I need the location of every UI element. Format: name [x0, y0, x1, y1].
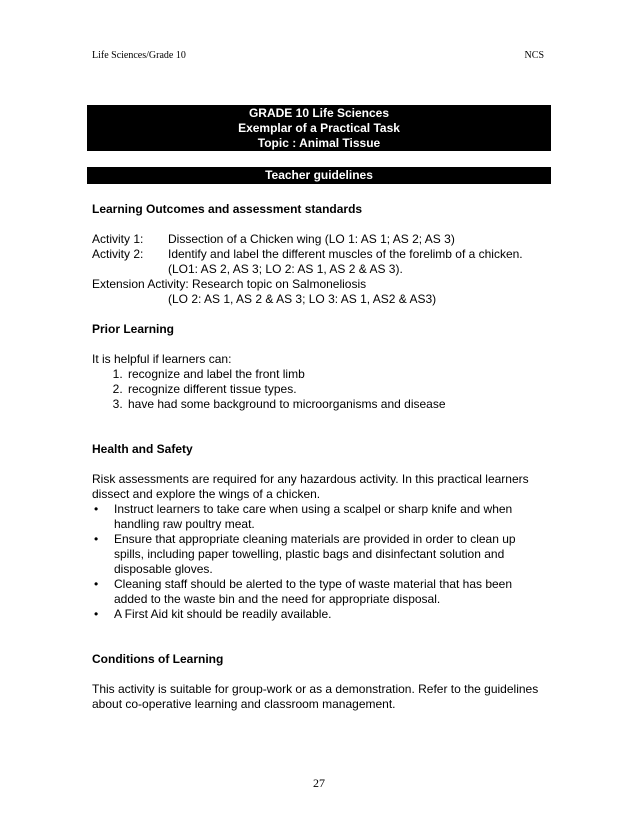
list-item: 1. recognize and label the front limb [126, 367, 544, 382]
title-line-exemplar: Exemplar of a Practical Task [238, 120, 400, 135]
header-subject: Life Sciences/Grade 10 [92, 50, 186, 61]
activity-2-assessment: (LO1: AS 2, AS 3; LO 2: AS 1, AS 2 & AS 3). [168, 262, 403, 276]
health-safety-list [92, 502, 544, 622]
list-item: 2. recognize different tissue types. [126, 382, 544, 397]
activity-2-label: Activity 2: [92, 247, 144, 261]
header-curriculum: NCS [524, 50, 544, 61]
teacher-guidelines-banner: Teacher guidelines [87, 167, 551, 184]
extension-activity: Extension Activity: Research topic on Salmoneliosis [92, 277, 367, 291]
document-body [92, 202, 544, 712]
conditions-heading: Conditions of Learning [92, 652, 224, 666]
list-item: • A First Aid kit should be readily available. [94, 607, 332, 621]
page-number: 27 [313, 776, 325, 790]
bullet-icon: • [94, 577, 99, 591]
page-header [92, 50, 544, 61]
health-safety-intro: Risk assessments are required for any hazardous activity. In this practical learners dissect and explore the wings of a chicken. [92, 472, 529, 501]
list-item: 3. have had some background to microorganisms and disease [126, 397, 544, 412]
title-banner [87, 105, 551, 151]
bullet-icon: • [94, 532, 99, 546]
activity-1-row [92, 232, 544, 247]
prior-learning-list [92, 367, 544, 412]
title-line-grade: GRADE 10 Life Sciences [248, 105, 390, 120]
activity-2-row [92, 247, 544, 262]
list-item: • Instruct learners to take care when using a scalpel or sharp knife and when handling raw poultry meat. [94, 502, 513, 531]
extension-assessment: (LO 2: AS 1, AS 2 & AS 3; LO 3: AS 1, AS2 & AS3) [168, 292, 437, 306]
title-line-topic: Topic : Animal Tissue [257, 135, 381, 150]
prior-learning-heading: Prior Learning [92, 322, 175, 336]
learning-outcomes-heading: Learning Outcomes and assessment standards [92, 202, 363, 216]
list-item: • Ensure that appropriate cleaning materials are provided in order to clean up spills, including paper towelling, plastic bags and disinfectant solution and disposable gloves. [94, 532, 516, 576]
bullet-icon: • [94, 502, 99, 516]
activity-1-label: Activity 1: [92, 232, 144, 246]
conditions-text: This activity is suitable for group-work or as a demonstration. Refer to the guidelines about co-operative learning and classroom management. [92, 682, 539, 711]
activity-2-text: Identify and label the different muscles of the forelimb of a chicken. [168, 247, 523, 261]
health-safety-heading: Health and Safety [92, 442, 193, 456]
list-item: • Cleaning staff should be alerted to the type of waste material that has been added to the waste bin and the need for appropriate disposal. [94, 577, 513, 606]
bullet-icon: • [94, 607, 99, 621]
prior-learning-intro: It is helpful if learners can: [92, 352, 232, 366]
activity-1-text: Dissection of a Chicken wing (LO 1: AS 1; AS 2; AS 3) [168, 232, 455, 246]
